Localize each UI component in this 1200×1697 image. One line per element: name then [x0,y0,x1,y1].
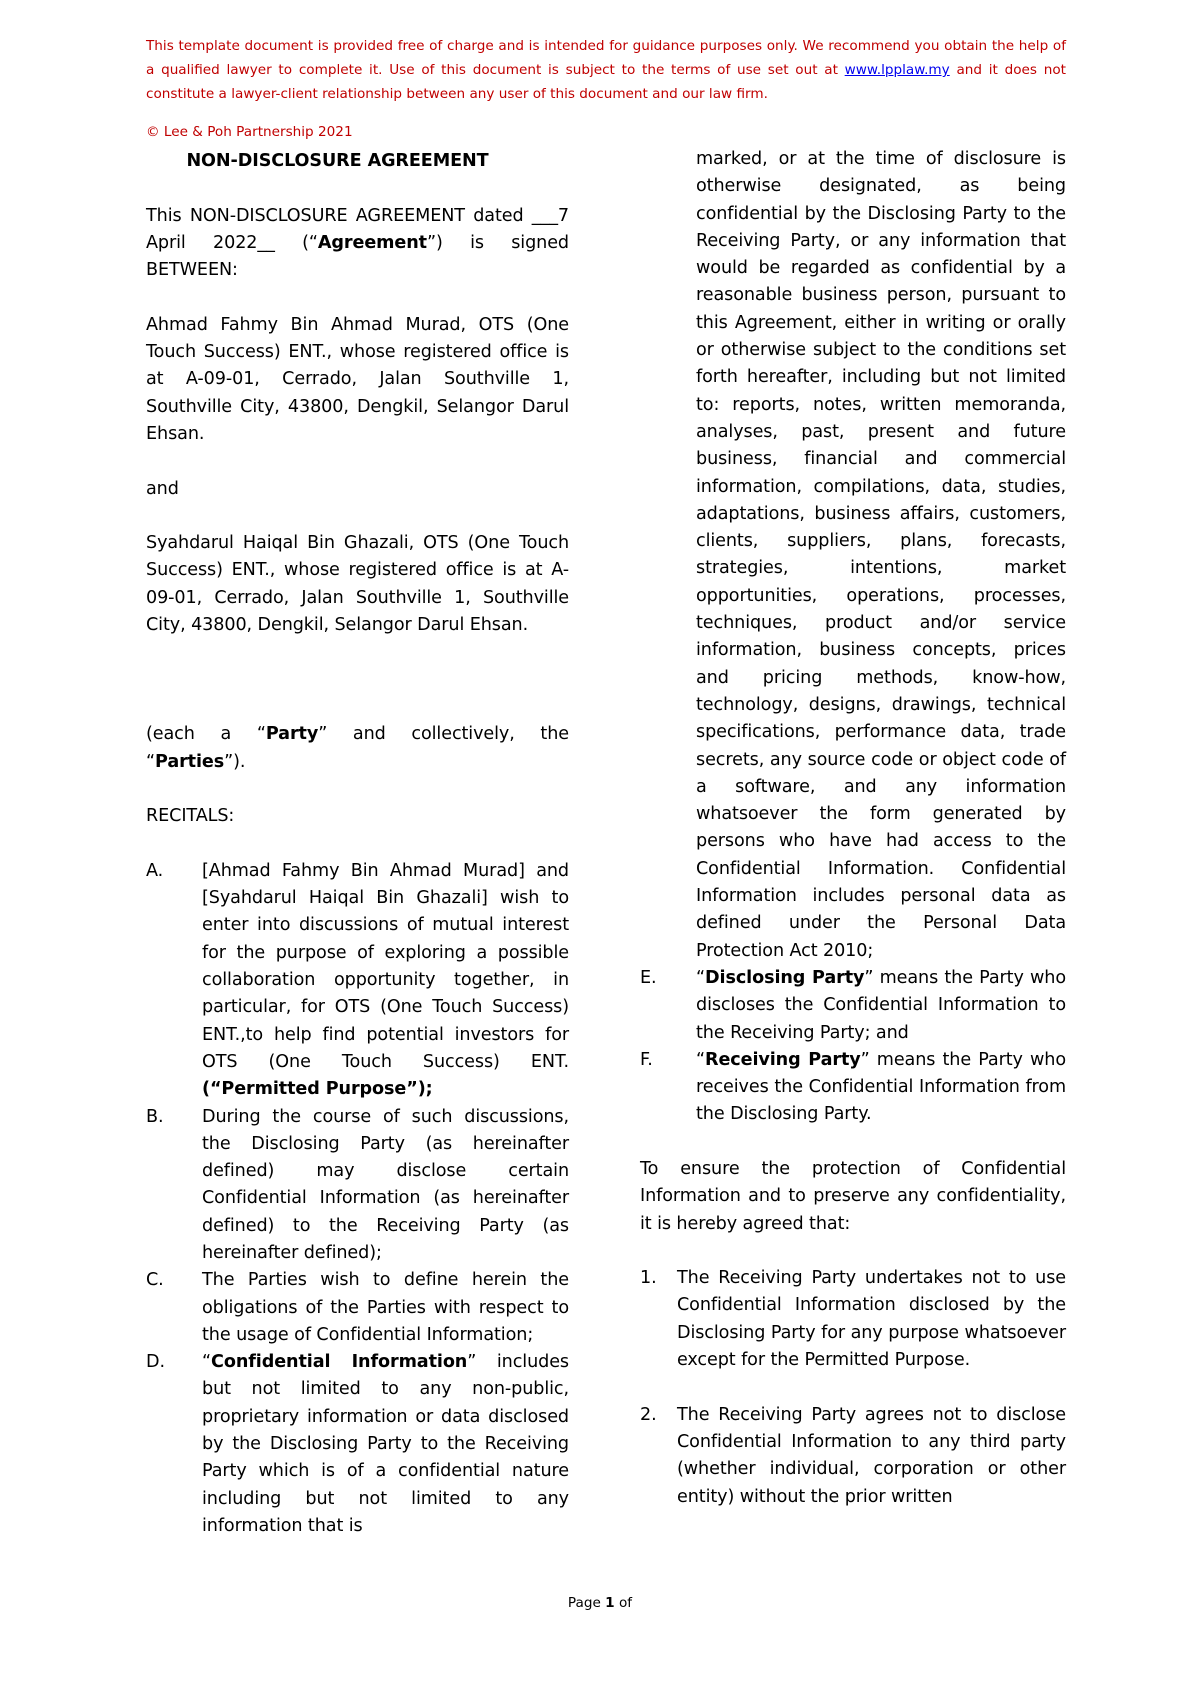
parties-term: Parties [155,751,225,772]
recital-a-text: [Ahmad Fahmy Bin Ahmad Murad] and [Syahdarul Haiqal Bin Ghazali] wish to enter into discussions of mutual interest for the purpose of exploring a possible collaboration opportunity together, in particular, for OTS (One Touch Success) ENT.,to help find potential investors for OTS (One Touch Success) ENT. [202,860,569,1072]
copyright-notice: © Lee & Poh Partnership 2021 [146,124,353,140]
party-two: Syahdarul Haiqal Bin Ghazali, OTS (One Touch Success) ENT., whose registered office is at A-09-01, Cerrado, Jalan Southville 1, Southville City, 43800, Dengkil, Selangor Darul Ehsan. [146,533,569,636]
clause-text: The Receiving Party undertakes not to use Confidential Information disclosed by the Disclosing Party for any purpose whatsoever except for the Permitted Purpose. [677,1268,1066,1371]
page-number: 1 [605,1595,615,1611]
confidential-information-term: Confidential Information [211,1352,468,1373]
quote-mark: “ [202,1352,212,1373]
and-word: and [146,478,179,499]
party-term: Party [265,724,319,745]
clause-label: 1. [640,1268,657,1289]
disclaimer-notice [146,34,1066,106]
parties-def-text-b: ” and collectively, the “ [146,724,569,772]
permitted-purpose-term: (“Permitted Purpose”); [202,1079,433,1100]
recital-d-continued [640,146,1066,965]
intro-text-b: ”) is signed BETWEEN: [146,232,570,281]
recital-label: C. [146,1270,164,1291]
recital-text [696,965,1066,1047]
recital-e [640,965,1066,1047]
parties-def-text-c: ”). [224,751,246,772]
clause-text: The Receiving Party agrees not to disclose Confidential Information to any third party (whether individual, corporation or other entity) without the prior written [677,1404,1066,1507]
recital-text: The Parties wish to define herein the obligations of the Parties with respect to the usage of Confidential Information; [202,1270,569,1345]
recital-c [146,1267,569,1349]
page-word: Page [567,1595,606,1611]
recital-text [202,858,569,1104]
quote-mark: “ [696,967,706,988]
clause-1 [640,1265,1066,1374]
clause-label: 2. [640,1404,657,1425]
document-title: NON-DISCLOSURE AGREEMENT [186,151,489,171]
intro-text-a: This NON-DISCLOSURE AGREEMENT dated ___7 April 2022__ (“ [146,205,569,253]
left-column [146,148,569,1540]
disclosing-party-term: Disclosing Party [705,967,865,988]
recital-text: During the course of such discussions, the Disclosing Party (as hereinafter defined) may disclose certain Confidential Information (as hereinafter defined) to the Receiving Party (as hereinafter defined); [202,1106,569,1263]
parties-definition [146,721,569,776]
recital-text: “Confidential Information” includes but not limited to any non-public, proprietary information or data disclosed by the Disclosing Party to the Receiving Party which is of a confidential nature including but not limited to any information that is [202,1352,569,1536]
recital-a [146,858,569,1104]
parties-def-text-a: (each a “ [146,724,266,745]
disclaimer-text-2: and it does not constitute a lawyer-client relationship between any user of this document and our law firm. [146,62,1066,102]
intro-paragraph [146,203,569,285]
recital-b [146,1104,569,1268]
recital-label: E. [640,967,657,988]
recital-f-text: ” means the Party who receives the Confidential Information from the Disclosing Party. [696,1049,1066,1125]
recital-label: F. [640,1049,653,1070]
clause-2 [640,1402,1066,1511]
receiving-party-term: Receiving Party [705,1049,861,1070]
intro-agreement-term: Agreement [317,232,427,253]
of-word: of [614,1595,633,1611]
spacer [640,146,696,965]
lpplaw-link[interactable]: www.lpplaw.my [844,62,950,78]
disclaimer-text-1: This template document is provided free of charge and is intended for guidance purposes only. We recommend you obtain the help of a qualified lawyer to complete it. Use of this document is subject to the terms of use set out at [146,38,1066,78]
party-one: Ahmad Fahmy Bin Ahmad Murad, OTS (One Touch Success) ENT., whose registered office is at A-09-01, Cerrado, Jalan Southville 1, Southville City, 43800, Dengkil, Selangor Darul Ehsan. [146,314,569,444]
recital-label: A. [146,860,164,881]
recital-label: D. [146,1352,165,1373]
recital-f [640,1047,1066,1129]
recital-label: B. [146,1106,164,1127]
quote-mark: “ [696,1049,706,1070]
recital-d-continued-text: marked, or at the time of disclosure is otherwise designated, as being confidential by the Disclosing Party to the Receiving Party, or any information that would be regarded as confidential by a reasonable business person, pursuant to this Agreement, either in writing or orally or otherwise subject to the conditions set forth hereafter, including but not limited to: reports, notes, written memoranda, analyses, past, present and future business, financial and commercial information, compilations, data, studies, adaptations, business affairs, customers, clients, suppliers, plans, forecasts, strategies, intentions, market opportunities, operations, processes, techniques, product and/or service information, business concepts, prices and pricing methods, know-how, technology, designs, drawings, technical specifications, performance data, trade secrets, any source code or object code of a software, and any information whatsoever the form generated by persons who have had access to the Confidential Information. Confidential Information includes personal data as defined under the Personal Data Protection Act 2010; [696,149,1066,961]
agreed-intro: To ensure the protection of Confidential Information and to preserve any confidentiality, it is hereby agreed that: [640,1158,1066,1234]
recitals-heading: RECITALS: [146,806,235,827]
recital-text [696,1047,1066,1129]
recital-d-start [146,1349,569,1540]
right-column [640,146,1066,1511]
recital-e-text: ” means the Party who discloses the Confidential Information to the Receiving Party; and [696,967,1066,1043]
page-footer [0,1593,1200,1613]
